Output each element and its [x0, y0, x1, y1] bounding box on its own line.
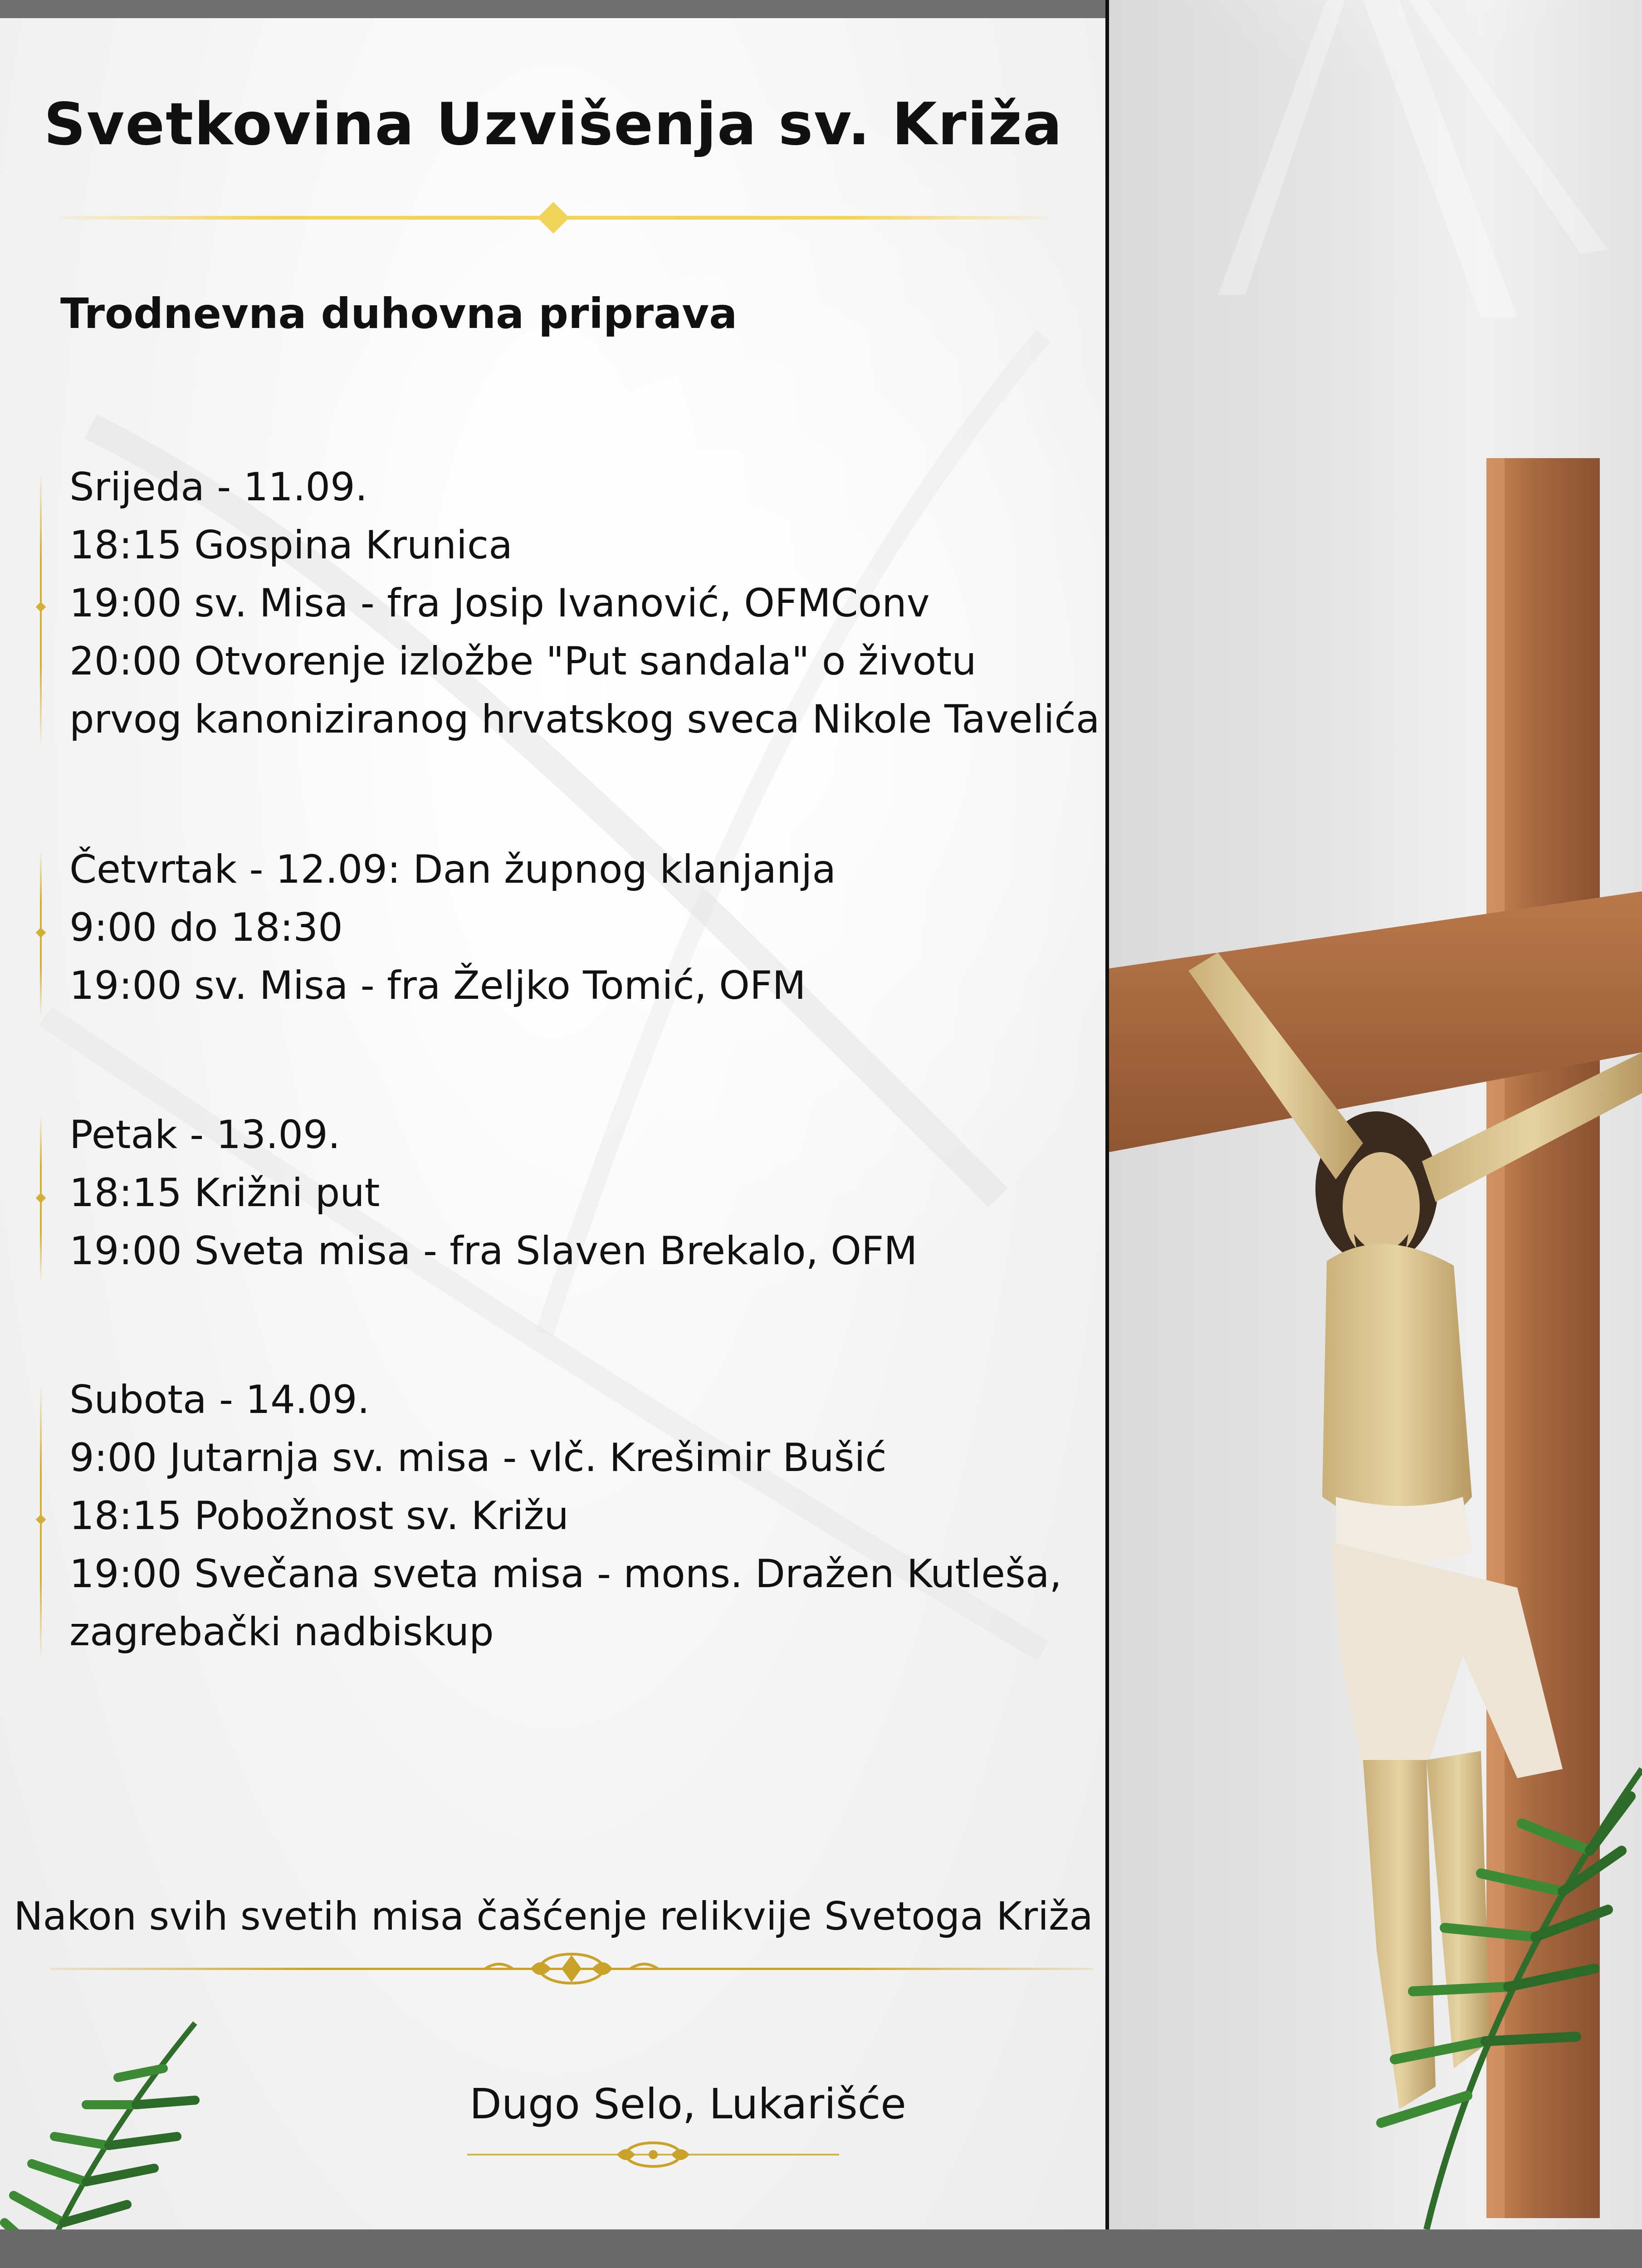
- page-title: Svetkovina Uzvišenja sv. Križa: [44, 91, 1063, 158]
- schedule-line: 18:15 Križni put: [69, 1170, 380, 1216]
- crucifix-panel: [1109, 0, 1642, 2229]
- schedule-line: Srijeda - 11.09.: [69, 464, 368, 510]
- bottom-bar: [0, 2229, 1642, 2268]
- title-divider-ornament: [59, 202, 1048, 234]
- schedule-line: 9:00 do 18:30: [69, 905, 343, 950]
- schedule-line: zagrebački nadbiskup: [69, 1609, 494, 1655]
- location-text: Dugo Selo, Lukarišće: [469, 2080, 906, 2128]
- schedule-day-thursday: [0, 841, 1107, 1022]
- schedule-line: 19:00 Svečana sveta misa - mons. Dražen Kutleša,: [69, 1551, 1062, 1597]
- light-rays: [1109, 0, 1642, 2229]
- schedule-line: 9:00 Jutarnja sv. misa - vlč. Krešimir Bušić: [69, 1435, 887, 1481]
- schedule-day-saturday: [0, 1371, 1107, 1666]
- schedule-line: 19:00 Sveta misa - fra Slaven Brekalo, OFM: [69, 1228, 918, 1274]
- schedule-line: Četvrtak - 12.09: Dan župnog klanjanja: [69, 847, 836, 892]
- schedule-line: 18:15 Pobožnost sv. Križu: [69, 1493, 569, 1539]
- schedule-line: prvog kanoniziranog hrvatskog sveca Nikole Tavelića: [69, 697, 1100, 742]
- schedule-line: 19:00 sv. Misa - fra Željko Tomić, OFM: [69, 963, 806, 1008]
- closing-divider-ornament: [50, 1950, 1093, 1987]
- schedule-line: 18:15 Gospina Krunica: [69, 523, 513, 568]
- page-subtitle: Trodnevna duhovna priprava: [60, 289, 738, 338]
- schedule-line: 20:00 Otvorenje izložbe "Put sandala" o životu: [69, 639, 977, 684]
- schedule-line: Subota - 14.09.: [69, 1377, 370, 1422]
- schedule-day-wednesday: [0, 458, 1107, 753]
- schedule-line: 19:00 sv. Misa - fra Josip Ivanović, OFMConv: [69, 581, 930, 626]
- relic-veneration-note: Nakon svih svetih misa čašćenje relikvije Svetoga Križa: [14, 1894, 1093, 1939]
- schedule-line: Petak - 13.09.: [69, 1112, 341, 1158]
- location-divider-ornament: [467, 2139, 839, 2170]
- schedule-day-friday: [0, 1106, 1107, 1287]
- palm-leaves-left-image: [0, 1987, 372, 2268]
- crucifix-image: [1109, 458, 1642, 2218]
- top-bar: [0, 0, 1107, 18]
